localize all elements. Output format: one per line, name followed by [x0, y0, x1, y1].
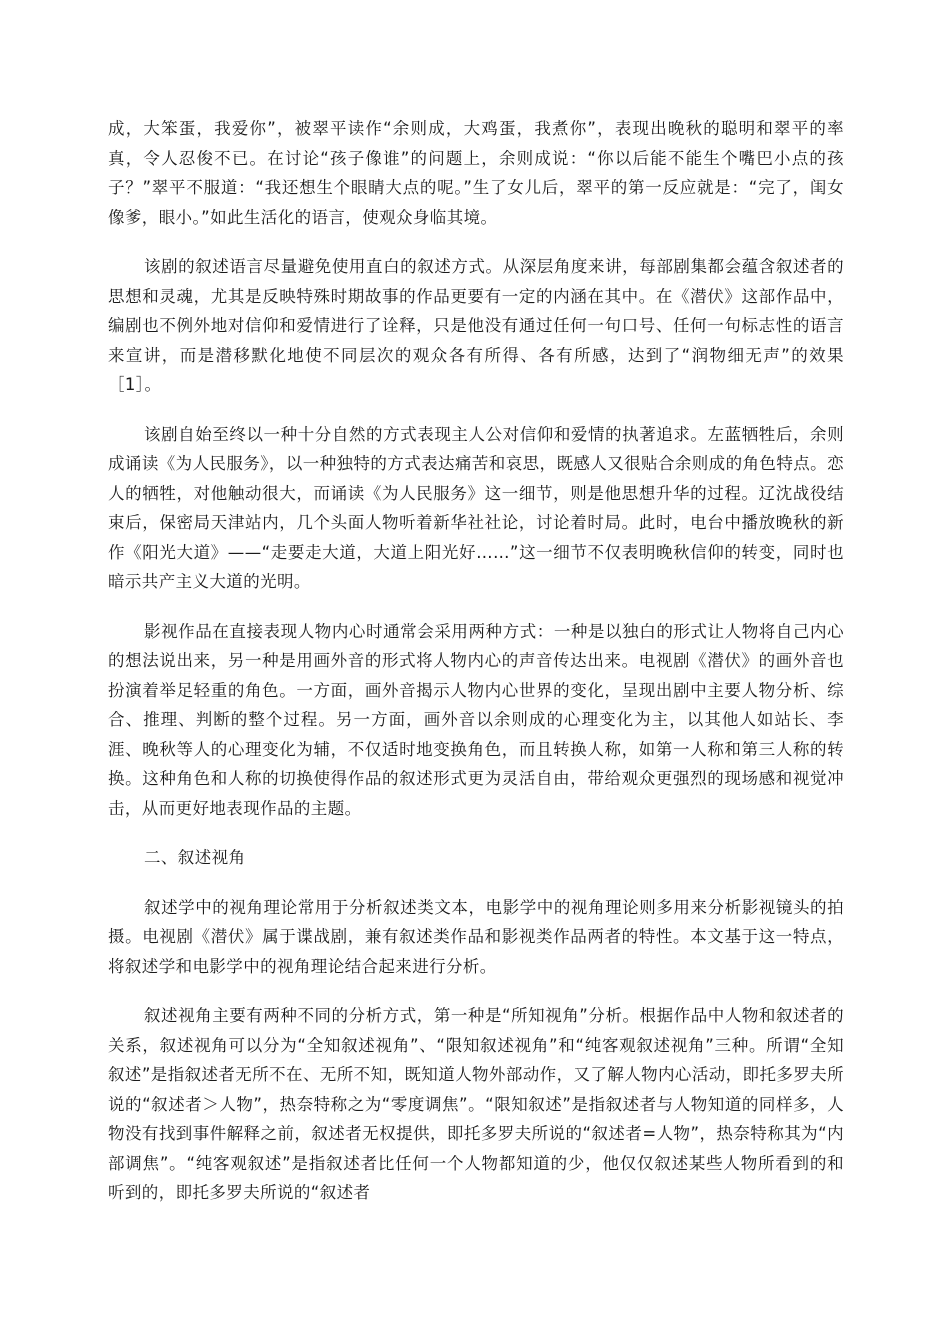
paragraph-voice-over: 影视作品在直接表现人物内心时通常会采用两种方式：一种是以独白的形式让人物将自己内心的想法说出来，另一种是用画外音的形式将人物内心的声音传达出来。电视剧《潜伏》的画外音也扮演着举足轻重的角色。一方面，画外音揭示人物内心世界的变化，呈现出剧中主要人物分析、综合、推理、判断的整个过程。另一方面，画外音以余则成的心理变化为主，以其他人如站长、李涯、晚秋等人的心理变化为辅，不仅适时地变换角色，而且转换人称，如第一人称和第三人称的转换。这种角色和人称的切换使得作品的叙述形式更为灵活自由，带给观众更强烈的现场感和视觉冲击，从而更好地表现作品的主题。 — [108, 621, 844, 818]
paragraph-perspective-theory: 叙述学中的视角理论常用于分析叙述类文本，电影学中的视角理论则多用来分析影视镜头的拍摄。电视剧《潜伏》属于谍战剧，兼有叙述类作品和影视类作品两者的特性。本文基于这一特点，将叙述学和电影学中的视角理论结合起来进行分析。 — [108, 897, 844, 976]
paragraph-narrative-language: 该剧的叙述语言尽量避免使用直白的叙述方式。从深层角度来讲，每部剧集都会蕴含叙述者的思想和灵魂，尤其是反映特殊时期故事的作品更要有一定的内涵在其中。在《潜伏》这部作品中，编剧也不例外地对信仰和爱情进行了诠释，只是他没有通过任何一句口号、任何一句标志性的语言来宣讲，而是潜移默化地使不同层次的观众各有所得、各有所感，达到了“润物细无声”的效果［1］。 — [108, 257, 844, 394]
document-page — [108, 114, 844, 1228]
paragraph-continuation: 成，大笨蛋，我爱你”，被翠平读作“余则成，大鸡蛋，我煮你”，表现出晚秋的聪明和翠平的率真，令人忍俊不已。在讨论“孩子像谁”的问题上，余则成说：“你以后能不能生个嘴巴小点的孩子？”翠平不服道：“我还想生个眼睛大点的呢。”生了女儿后，翠平的第一反应就是：“完了，闺女像爹，眼小。”如此生活化的语言，使观众身临其境。 — [108, 119, 844, 227]
paragraph-perspective-types: 叙述视角主要有两种不同的分析方式，第一种是“所知视角”分析。根据作品中人物和叙述者的关系，叙述视角可以分为“全知叙述视角”、“限知叙述视角”和“纯客观叙述视角”三种。所谓“全知叙述”是指叙述者无所不在、无所不知，既知道人物外部动作，又了解人物内心活动，即托多罗夫所说的“叙述者＞人物”，热奈特称之为“零度调焦”。“限知叙述”是指叙述者与人物知道的同样多，人物没有找到事件解释之前，叙述者无权提供，即托多罗夫所说的“叙述者=人物”，热奈特称其为“内部调焦”。“纯客观叙述”是指叙述者比任何一个人物都知道的少，他仅仅叙述某些人物所看到的和听到的，即托多罗夫所说的“叙述者 — [108, 1006, 844, 1202]
section-heading: 二、叙述视角 — [144, 848, 246, 867]
paragraph-belief-and-love: 该剧自始至终以一种十分自然的方式表现主人公对信仰和爱情的执著追求。左蓝牺牲后，余则成诵读《为人民服务》，以一种独特的方式表达痛苦和哀思，既感人又很贴合余则成的角色特点。恋人的牺牲，对他触动很大，而诵读《为人民服务》这一细节，则是他思想升华的过程。辽沈战役结束后，保密局天津站内，几个头面人物听着新华社社论，讨论着时局。此时，电台中播放晚秋的新作《阳光大道》——“走要走大道，大道上阳光好……”这一细节不仅表明晚秋信仰的转变，同时也暗示共产主义大道的光明。 — [108, 424, 844, 591]
